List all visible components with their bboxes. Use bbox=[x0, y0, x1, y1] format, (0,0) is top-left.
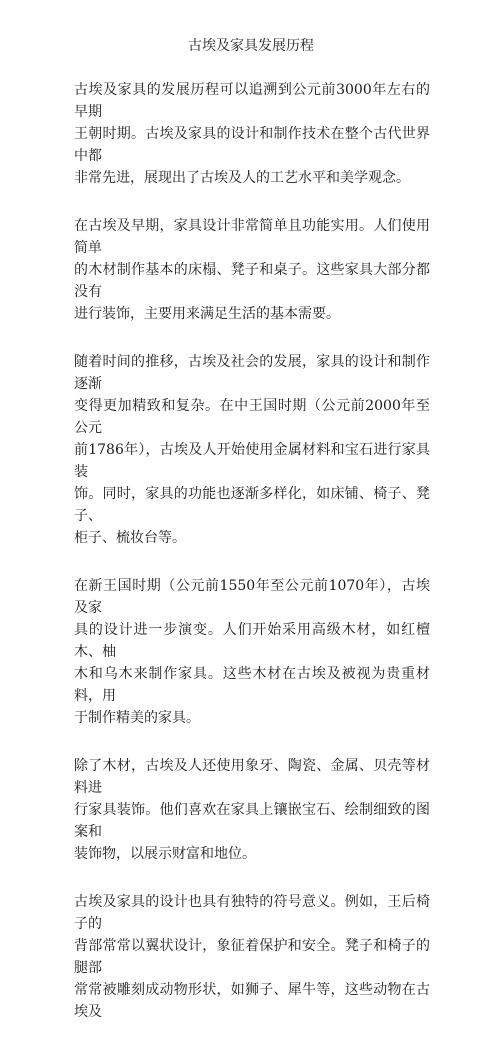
paragraph-5: 除了木材，古埃及人还使用象牙、陶瓷、金属、贝壳等材料进 行家具装饰。他们喜欢在家具上镶嵌宝石、绘制细致的图案和 装饰物，以展示财富和地位。 bbox=[74, 758, 430, 862]
document-body bbox=[74, 79, 430, 1049]
paragraph-4: 在新王国时期（公元前1550年至公元前1070年），古埃及家 具的设计进一步演变。人们开始采用高级木材，如红檀木、柚 木和乌木来制作家具。这些木材在古埃及被视为贵重材料，用 于制作精美的家具。 bbox=[74, 578, 430, 726]
paragraph-1: 古埃及家具的发展历程可以追溯到公元前3000年左右的早期 王朝时期。古埃及家具的设计和制作技术在整个古代世界中都 非常先进，展现出了古埃及人的工艺水平和美学观念。 bbox=[74, 82, 430, 186]
paragraph-6: 古埃及家具的设计也具有独特的符号意义。例如，王后椅子的 背部常常以翼状设计，象征着保护和安全。凳子和椅子的腿部 常常被雕刻成动物形状，如狮子、犀牛等，这些动物在古埃及 bbox=[74, 894, 430, 1020]
document-title: 古埃及家具发展历程 bbox=[188, 38, 314, 54]
paragraph-2: 在古埃及早期，家具设计非常简单且功能实用。人们使用简单 的木材制作基本的床榻、凳子和桌子。这些家具大部分都没有 进行装饰，主要用来满足生活的基本需要。 bbox=[74, 218, 430, 322]
paragraph-3: 随着时间的推移，古埃及社会的发展，家具的设计和制作逐渐 变得更加精致和复杂。在中王国时期（公元前2000年至公元 前1786年），古埃及人开始使用金属材料和宝石进行家具装 饰。同时，家具的功能也逐渐多样化，如床铺、椅子、凳子、 柜子、梳妆台等。 bbox=[74, 354, 430, 546]
